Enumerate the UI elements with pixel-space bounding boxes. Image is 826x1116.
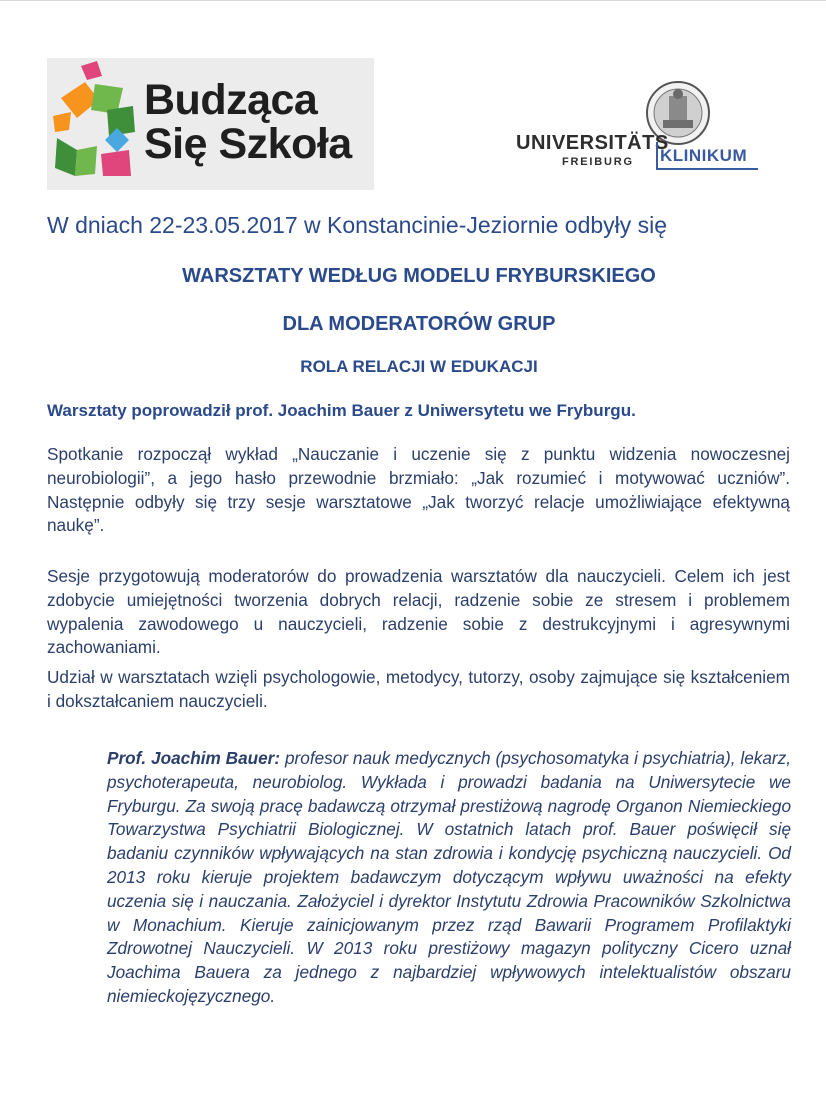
logo-text-line2: Się Szkoła bbox=[144, 120, 352, 168]
lead-sentence: Warsztaty poprowadził prof. Joachim Bauer z Uniwersytetu we Fryburgu. bbox=[47, 401, 636, 420]
bio-text: profesor nauk medycznych (psychosomatyka i psychiatria), lekarz, psychoterapeuta, neurobiolog. Wykłada i prowadzi badania na Uniwersytecie we Fryburgu. Za swoją pracę badawczą otrzymał prestiżową nagrodę Organon Niemieckiego Towarzystwa Psychiatrii Biologicznej. W ostatnich latach prof. Bauer poświęcił się badaniu czynników wpływających na stan zdrowia i kondycję psychiczną nauczycieli. Od 2013 roku kieruje projektem badawczym dotyczącym wpływu uważności na efekty uczenia się i nauczania. Założyciel i dyrektor Instytutu Zdrowia Pracowników Szkolnictwa w Monachium. Kieruje zainicjowanym przez rząd Bawarii Programem Profilaktyki Zdrowotnej Nauczycieli. W 2013 roku prestiżowy magazyn polityczny Cicero uznał Joachima Bauera za jednego z najbardziej wpływowych intelektualistów obszaru niemieckojęzycznego. bbox=[107, 748, 791, 1006]
paragraph-lecture: Spotkanie rozpoczął wykład „Nauczanie i uczenie się z punktu widzenia nowoczesnej neurobiologii”, a jego hasło przewodnie brzmiało: „Jak rozumieć i motywować uczniów”. Następnie odbyły się trzy sesje warsztatowe „Jak tworzyć relacje umożliwiające efektywną naukę”. bbox=[47, 444, 790, 536]
universitatsklinikum-freiburg-logo bbox=[503, 72, 765, 182]
intro-line: W dniach 22-23.05.2017 w Konstancinie-Jeziornie odbyły się bbox=[47, 212, 668, 238]
bio-name: Prof. Joachim Bauer: bbox=[107, 748, 281, 768]
logo-text-line1: Budząca bbox=[144, 76, 318, 124]
logo-universitats-text: UNIVERSITÄTS bbox=[516, 132, 669, 154]
puzzle-pieces-icon bbox=[47, 58, 147, 190]
heading-role-of-relations: ROLA RELACJI W EDUKACJI bbox=[300, 357, 538, 376]
heading-workshops: WARSZTATY WEDŁUG MODELU FRYBURSKIEGO bbox=[182, 265, 656, 287]
heading-moderators: DLA MODERATORÓW GRUP bbox=[282, 313, 556, 335]
bio-block bbox=[107, 747, 791, 1009]
paragraph-sessions: Sesje przygotowują moderatorów do prowadzenia warsztatów dla nauczycieli. Celem ich jest zdobycie umiejętności tworzenia dobrych relacji, radzenie sobie ze stresem i problemem wypalenia zawodowego u nauczycieli, radzenie sobie z destrukcyjnymi i agresywnymi zachowaniami. bbox=[47, 566, 790, 658]
logo-klinikum-text: KLINIKUM bbox=[660, 146, 748, 165]
top-divider bbox=[0, 0, 826, 1]
paragraph-participants: Udział w warsztatach wzięli psychologowie, metodycy, tutorzy, osoby zajmujące się kształceniem i dokształcaniem nauczycieli. bbox=[47, 667, 790, 711]
budzaca-sie-szkola-logo bbox=[47, 58, 374, 190]
logo-freiburg-text: FREIBURG bbox=[562, 156, 634, 168]
